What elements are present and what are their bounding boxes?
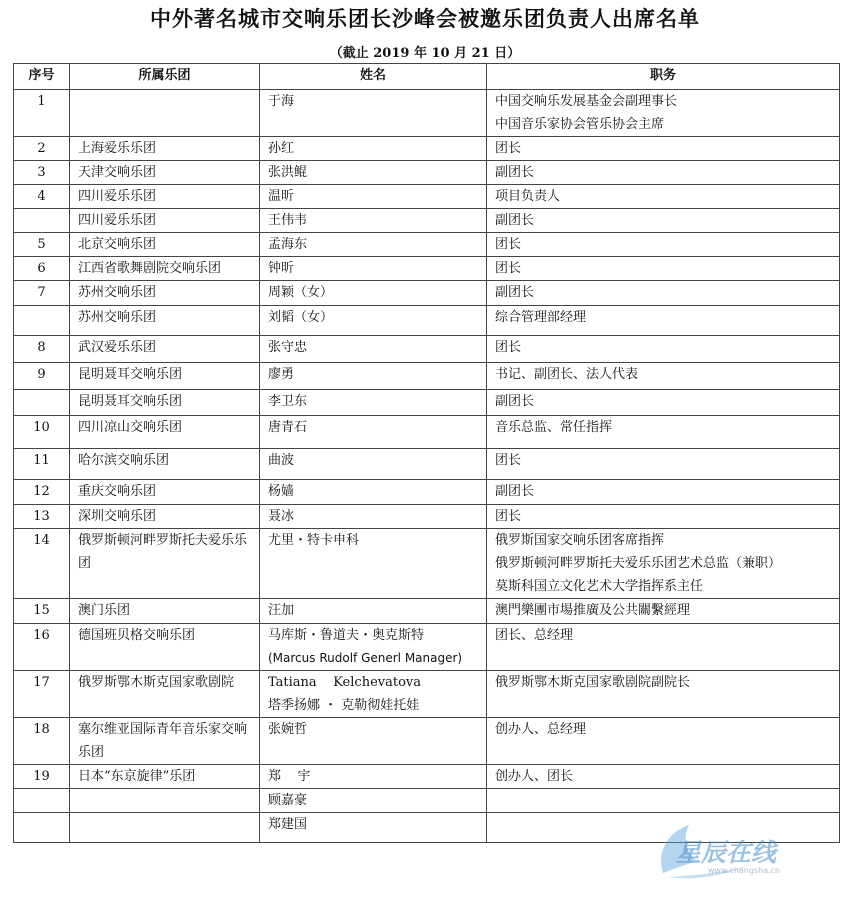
cell-no: 10 (14, 416, 70, 449)
cell-orchestra: 俄罗斯鄂木斯克国家歌剧院 (70, 671, 260, 718)
cell-name (260, 161, 487, 185)
table-row (14, 505, 840, 529)
header-name: 姓名 (260, 64, 487, 90)
cell-position (487, 599, 840, 624)
position-line: 综合管理部经理 (495, 310, 587, 325)
cell-no: 6 (14, 257, 70, 281)
name-line: 汪加 (268, 603, 295, 618)
cell-orchestra: 江西省歌舞剧院交响乐团 (70, 257, 260, 281)
name-line: 孙红 (268, 141, 295, 156)
table-row (14, 185, 840, 209)
table-row (14, 789, 840, 813)
table-row (14, 90, 840, 137)
name-line: (Marcus Rudolf Generl Manager) (268, 651, 463, 665)
cell-position (487, 505, 840, 529)
position-line: 中国交响乐发展基金会副理事长 (495, 94, 678, 109)
cell-orchestra: 武汉爱乐乐团 (70, 336, 260, 363)
cell-orchestra: 昆明聂耳交响乐团 (70, 363, 260, 390)
cell-position (487, 306, 840, 336)
cell-no (14, 390, 70, 416)
cell-name (260, 233, 487, 257)
cell-position (487, 789, 840, 813)
position-line: 团长 (495, 453, 522, 468)
cell-orchestra: 澳门乐团 (70, 599, 260, 624)
header-no: 序号 (14, 64, 70, 90)
header-row (14, 64, 840, 90)
cell-orchestra: 重庆交响乐团 (70, 480, 260, 505)
position-line: 俄罗斯国家交响乐团客席指挥 (495, 533, 665, 548)
cell-orchestra: 上海爱乐乐团 (70, 137, 260, 161)
cell-name (260, 599, 487, 624)
table-row (14, 480, 840, 505)
cell-no: 11 (14, 449, 70, 480)
cell-orchestra: 四川凉山交响乐团 (70, 416, 260, 449)
cell-name (260, 416, 487, 449)
cell-position (487, 233, 840, 257)
cell-position (487, 390, 840, 416)
position-line: 副团长 (495, 484, 535, 499)
position-line: 书记、副团长、法人代表 (495, 367, 639, 382)
position-line: 俄罗斯顿河畔罗斯托夫爱乐乐团艺术总监（兼职） (495, 556, 782, 571)
cell-position (487, 449, 840, 480)
cell-name (260, 209, 487, 233)
position-line: 副团长 (495, 394, 535, 409)
name-line: 马库斯・鲁道夫・奥克斯特 (268, 628, 425, 643)
watermark-text: 星辰在线 (676, 838, 777, 867)
cell-no: 14 (14, 529, 70, 599)
table-row (14, 671, 840, 718)
cell-name (260, 257, 487, 281)
cell-position (487, 257, 840, 281)
table-row (14, 336, 840, 363)
name-line: 塔季扬娜 ・ 克勒彻娃托娃 (268, 698, 420, 713)
cell-orchestra: 塞尔维亚国际青年音乐家交响乐团 (70, 718, 260, 765)
name-line: Tatiana Kelchevatova (268, 675, 421, 690)
cell-no: 9 (14, 363, 70, 390)
cell-orchestra: 昆明聂耳交响乐团 (70, 390, 260, 416)
table-row (14, 599, 840, 624)
cell-orchestra: 天津交响乐团 (70, 161, 260, 185)
cell-orchestra: 四川爱乐乐团 (70, 209, 260, 233)
cell-no (14, 813, 70, 843)
cell-position (487, 137, 840, 161)
header-position: 职务 (487, 64, 840, 90)
cell-name (260, 624, 487, 671)
cell-orchestra (70, 90, 260, 137)
cell-position (487, 480, 840, 505)
cell-name (260, 390, 487, 416)
name-line: 曲波 (268, 453, 295, 468)
cell-no: 3 (14, 161, 70, 185)
name-line: 聂冰 (268, 509, 295, 524)
cell-name (260, 281, 487, 306)
table-row (14, 161, 840, 185)
cell-name (260, 480, 487, 505)
cell-orchestra: 深圳交响乐团 (70, 505, 260, 529)
header-orchestra: 所属乐团 (70, 64, 260, 90)
table-row (14, 233, 840, 257)
cell-no (14, 209, 70, 233)
cell-no: 17 (14, 671, 70, 718)
cell-orchestra: 哈尔滨交响乐团 (70, 449, 260, 480)
name-line: 廖勇 (268, 367, 295, 382)
position-line: 团长 (495, 509, 522, 524)
name-line: 刘韬（女） (268, 310, 334, 325)
cell-position (487, 624, 840, 671)
cell-name (260, 336, 487, 363)
cell-position (487, 161, 840, 185)
name-line: 张洪鲲 (268, 165, 308, 180)
cell-no: 7 (14, 281, 70, 306)
table-row (14, 529, 840, 599)
attendee-table (13, 63, 840, 843)
date-subtitle: （截止 2019 年 10 月 21 日） (329, 46, 521, 61)
table-row (14, 363, 840, 390)
cell-no: 16 (14, 624, 70, 671)
cell-no: 18 (14, 718, 70, 765)
cell-orchestra (70, 813, 260, 843)
position-line: 副团长 (495, 285, 535, 300)
position-line: 莫斯科国立文化艺术大学指挥系主任 (495, 579, 704, 594)
table-body (14, 90, 840, 843)
table-row (14, 137, 840, 161)
cell-position (487, 336, 840, 363)
table-row (14, 390, 840, 416)
position-line: 澳門樂團市場推廣及公共關繫經理 (495, 603, 691, 618)
cell-no: 2 (14, 137, 70, 161)
cell-position (487, 718, 840, 765)
position-line: 团长 (495, 261, 522, 276)
cell-position (487, 765, 840, 789)
name-line: 张婉哲 (268, 722, 308, 737)
cell-name (260, 363, 487, 390)
cell-name (260, 718, 487, 765)
cell-orchestra: 苏州交响乐团 (70, 281, 260, 306)
position-line: 俄罗斯鄂木斯克国家歌剧院副院长 (495, 675, 691, 690)
name-line: 唐青石 (268, 420, 308, 435)
table-row (14, 416, 840, 449)
cell-position (487, 363, 840, 390)
position-line: 副团长 (495, 213, 535, 228)
name-line: 尤里・特卡申科 (268, 533, 360, 548)
cell-orchestra (70, 789, 260, 813)
cell-name (260, 90, 487, 137)
cell-name (260, 306, 487, 336)
cell-name (260, 765, 487, 789)
cell-name (260, 185, 487, 209)
table-row (14, 281, 840, 306)
cell-name (260, 137, 487, 161)
position-line: 团长 (495, 237, 522, 252)
cell-position (487, 209, 840, 233)
name-line: 周颖（女） (268, 285, 334, 300)
cell-no: 13 (14, 505, 70, 529)
cell-name (260, 449, 487, 480)
cell-no: 8 (14, 336, 70, 363)
cell-position (487, 185, 840, 209)
name-line: 于海 (268, 94, 295, 109)
table-row (14, 449, 840, 480)
table-row (14, 718, 840, 765)
table-row (14, 306, 840, 336)
cell-orchestra: 北京交响乐团 (70, 233, 260, 257)
table-row (14, 624, 840, 671)
position-line: 项目负责人 (495, 189, 561, 204)
name-line: 郑 宇 (268, 769, 311, 784)
cell-no: 15 (14, 599, 70, 624)
cell-position (487, 529, 840, 599)
cell-no (14, 306, 70, 336)
cell-position (487, 671, 840, 718)
table-row (14, 765, 840, 789)
name-line: 孟海东 (268, 237, 308, 252)
cell-orchestra: 四川爱乐乐团 (70, 185, 260, 209)
cell-position (487, 90, 840, 137)
position-line: 音乐总监、常任指挥 (495, 420, 613, 435)
cell-position (487, 281, 840, 306)
name-line: 杨嫱 (268, 484, 295, 499)
position-line: 团长、总经理 (495, 628, 574, 643)
position-line: 创办人、总经理 (495, 722, 587, 737)
cell-name (260, 789, 487, 813)
cell-no: 4 (14, 185, 70, 209)
name-line: 钟昕 (268, 261, 295, 276)
table-row (14, 257, 840, 281)
table-row (14, 209, 840, 233)
position-line: 副团长 (495, 165, 535, 180)
cell-no: 12 (14, 480, 70, 505)
cell-orchestra: 德国班贝格交响乐团 (70, 624, 260, 671)
position-line: 中国音乐家协会管乐协会主席 (495, 117, 665, 132)
name-line: 张守忠 (268, 340, 308, 355)
watermark-url: www.changsha.cn (708, 866, 781, 875)
name-line: 李卫东 (268, 394, 308, 409)
cell-orchestra: 日本“东京旋律”乐团 (70, 765, 260, 789)
cell-no: 19 (14, 765, 70, 789)
name-line: 温昕 (268, 189, 295, 204)
cell-name (260, 813, 487, 843)
position-line: 团长 (495, 340, 522, 355)
cell-name (260, 505, 487, 529)
position-line: 团长 (495, 141, 522, 156)
name-line: 王伟韦 (268, 213, 308, 228)
cell-orchestra: 苏州交响乐团 (70, 306, 260, 336)
position-line: 创办人、团长 (495, 769, 574, 784)
name-line: 顾嘉豪 (268, 793, 308, 808)
page-title: 中外著名城市交响乐团长沙峰会被邀乐团负责人出席名单 (150, 6, 700, 31)
cell-name (260, 529, 487, 599)
cell-orchestra: 俄罗斯顿河畔罗斯托夫爱乐乐团 (70, 529, 260, 599)
cell-no: 5 (14, 233, 70, 257)
cell-position (487, 416, 840, 449)
cell-no (14, 789, 70, 813)
cell-name (260, 671, 487, 718)
cell-no: 1 (14, 90, 70, 137)
name-line: 郑建国 (268, 817, 308, 832)
